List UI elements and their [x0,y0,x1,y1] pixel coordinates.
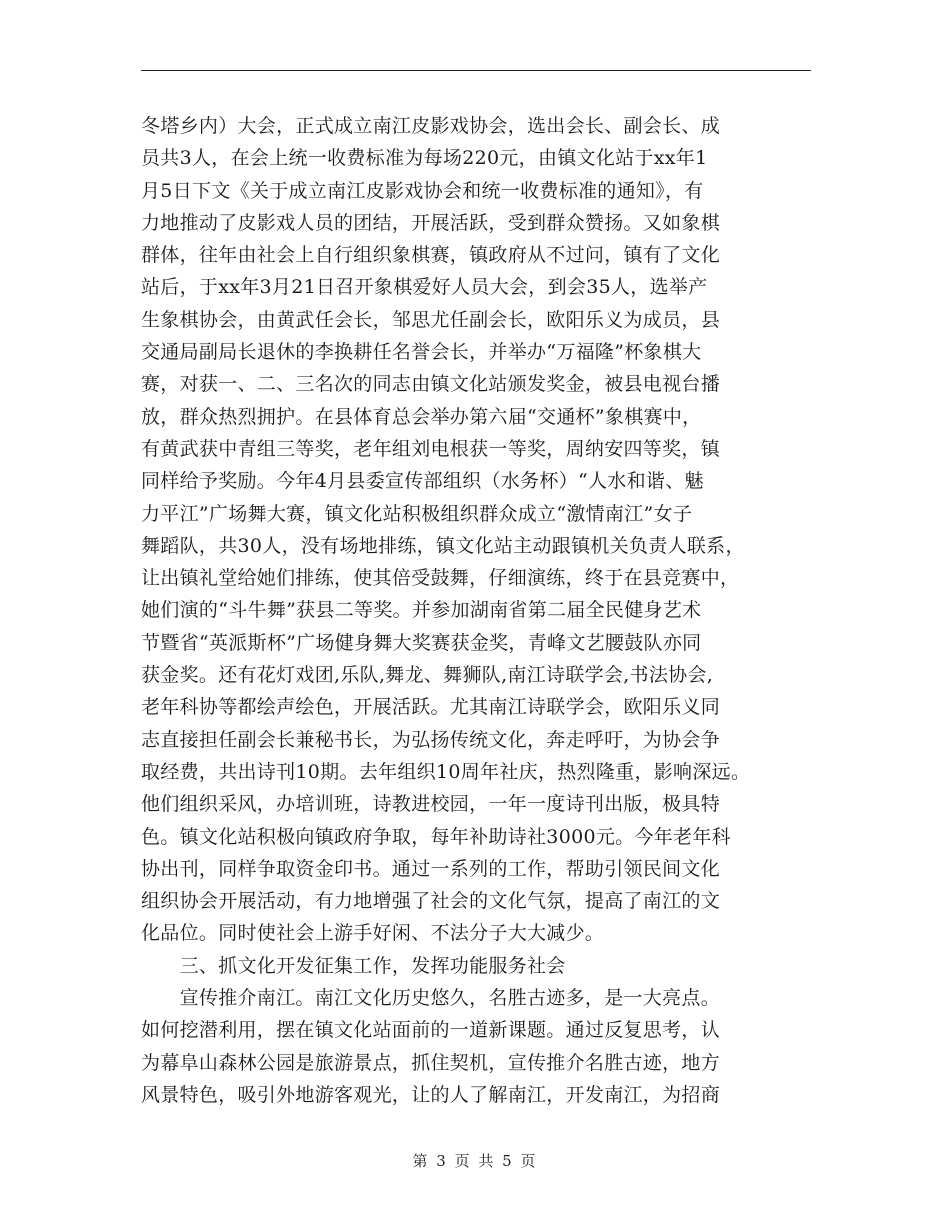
text-line: 放，群众热烈拥护。在县体育总会举办第六届“交通杯”象棋赛中， [141,405,702,428]
text-line: 她们演的“斗牛舞”获县二等奖。并参加湖南省第二届全民健身艺术 [141,599,702,622]
document-body [141,110,821,1111]
text-line: 员共3人，在会上统一收费标准为每场220元，由镇文化站于xx年1 [141,147,708,170]
text-line: 赛，对获一、二、三名次的同志由镇文化站颁发奖金，被县电视台播 [141,373,721,396]
text-line: 同样给予奖励。今年4月县委宣传部组织（水务杯）“人水和谐、魅 [141,470,704,493]
text-line: 三、抓文化开发征集工作，发挥功能服务社会 [141,954,566,977]
text-line: 志直接担任副会长兼秘书长，为弘扬传统文化，奔走呼吁，为协会争 [141,728,721,751]
text-line: 色。镇文化站积极向镇政府争取，每年补助诗社3000元。今年老年科 [141,825,731,848]
text-line: 群体，往年由社会上自行组织象棋赛，镇政府从不过问，镇有了文化 [141,244,721,267]
text-line: 有黄武获中青组三等奖，老年组刘电根获一等奖，周纳安四等奖，镇 [141,437,721,460]
text-line: 获金奖。还有花灯戏团,乐队,舞龙、舞狮队,南江诗联学会,书法协会, [141,664,714,687]
text-line: 宣传推介南江。南江文化历史悠久，名胜古迹多，是一大亮点。 [141,987,721,1010]
text-line: 让出镇礼堂给她们排练，使其倍受鼓舞，仔细演练，终于在县竞赛中， [141,567,740,590]
text-line: 如何挖潜利用，摆在镇文化站面前的一道新课题。通过反复思考，认 [141,1019,721,1042]
text-line: 老年科协等都绘声绘色，开展活跃。尤其南江诗联学会，欧阳乐义同 [141,696,721,719]
text-line: 协出刊，同样争取资金印书。通过一系列的工作，帮助引领民间文化 [141,857,721,880]
text-line: 站后，于xx年3月21日召开象棋爱好人员大会，到会35人，选举产 [141,276,708,299]
page-footer: 第 3 页 共 5 页 [412,1152,538,1170]
text-line: 风景特色，吸引外地游客观光，让的人了解南江，开发南江，为招商 [141,1083,721,1106]
text-line: 舞蹈队，共30人，没有场地排练，镇文化站主动跟镇机关负责人联系， [141,534,745,557]
text-line: 生象棋协会，由黄武任会长，邹思尤任副会长，欧阳乐义为成员，县 [141,308,721,331]
text-line: 交通局副局长退休的李换耕任名誉会长，并举办“万福隆”杯象棋大 [141,341,702,364]
text-line: 节暨省“英派斯杯”广场健身舞大奖赛获金奖，青峰文艺腰鼓队亦同 [141,631,702,654]
text-line: 冬塔乡内）大会，正式成立南江皮影戏协会，选出会长、副会长、成 [141,115,721,137]
text-line: 取经费，共出诗刊10期。去年组织10周年社庆，热烈隆重，影响深远。 [141,760,751,783]
header-rule [141,70,811,71]
text-line: 月5日下文《关于成立南江皮影戏协会和统一收费标准的通知》，有 [141,179,704,202]
text-line: 组织协会开展活动，有力地增强了社会的文化气氛，提高了南江的文 [141,890,721,913]
text-line: 力平江”广场舞大赛，镇文化站积极组织群众成立“激情南江”女子 [141,502,693,525]
text-line: 为幕阜山森林公园是旅游景点，抓住契机，宣传推介名胜古迹，地方 [141,1051,721,1074]
text-line: 他们组织采风，办培训班，诗教进校园，一年一度诗刊出版，极具特 [141,793,721,816]
text-line: 化品位。同时使社会上游手好闲、不法分子大大减少。 [141,922,605,945]
text-line: 力地推动了皮影戏人员的团结，开展活跃，受到群众赞扬。又如象棋 [141,211,721,234]
